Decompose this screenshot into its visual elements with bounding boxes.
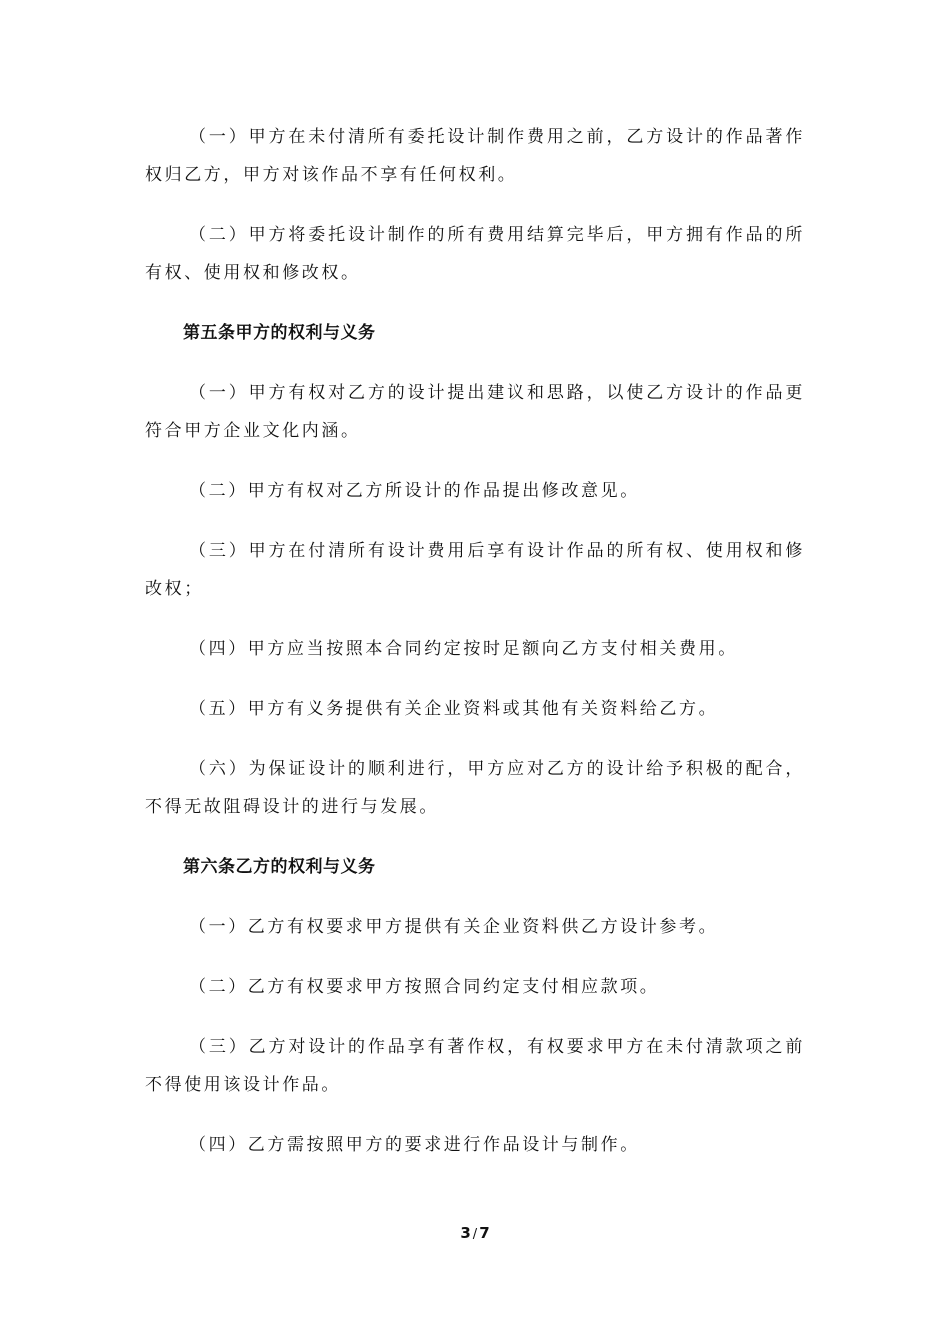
clause-paragraph: （一）甲方有权对乙方的设计提出建议和思路，以使乙方设计的作品更符合甲方企业文化内涵。 <box>145 383 805 441</box>
clause-paragraph: （一）乙方有权要求甲方提供有关企业资料供乙方设计参考。 <box>189 917 719 937</box>
page-separator: / <box>472 1227 478 1242</box>
clause-paragraph: （一）甲方在未付清所有委托设计制作费用之前，乙方设计的作品著作权归乙方，甲方对该作品不享有任何权利。 <box>145 127 805 185</box>
clause-paragraph: （三）甲方在付清所有设计费用后享有设计作品的所有权、使用权和修改权； <box>145 541 805 599</box>
document-body <box>145 118 805 1186</box>
clause-paragraph: （五）甲方有义务提供有关企业资料或其他有关资料给乙方。 <box>189 699 719 719</box>
clause-paragraph: （三）乙方对设计的作品享有著作权，有权要求甲方在未付清款项之前不得使用该设计作品。 <box>145 1037 805 1095</box>
clause-paragraph: （二）甲方有权对乙方所设计的作品提出修改意见。 <box>189 481 640 501</box>
clause-paragraph: （二）乙方有权要求甲方按照合同约定支付相应款项。 <box>189 977 660 997</box>
total-pages-number: 7 <box>479 1224 490 1242</box>
section-heading: 第五条甲方的权利与义务 <box>183 323 376 343</box>
clause-paragraph: （四）甲方应当按照本合同约定按时足额向乙方支付相关费用。 <box>189 639 738 659</box>
page-number <box>0 1224 950 1242</box>
clause-paragraph: （六）为保证设计的顺利进行，甲方应对乙方的设计给予积极的配合，不得无故阻碍设计的进行与发展。 <box>145 759 805 817</box>
current-page-number: 3 <box>460 1224 471 1242</box>
clause-paragraph: （二）甲方将委托设计制作的所有费用结算完毕后，甲方拥有作品的所有权、使用权和修改权。 <box>145 225 805 283</box>
section-heading: 第六条乙方的权利与义务 <box>183 857 376 877</box>
clause-paragraph: （四）乙方需按照甲方的要求进行作品设计与制作。 <box>189 1135 640 1155</box>
